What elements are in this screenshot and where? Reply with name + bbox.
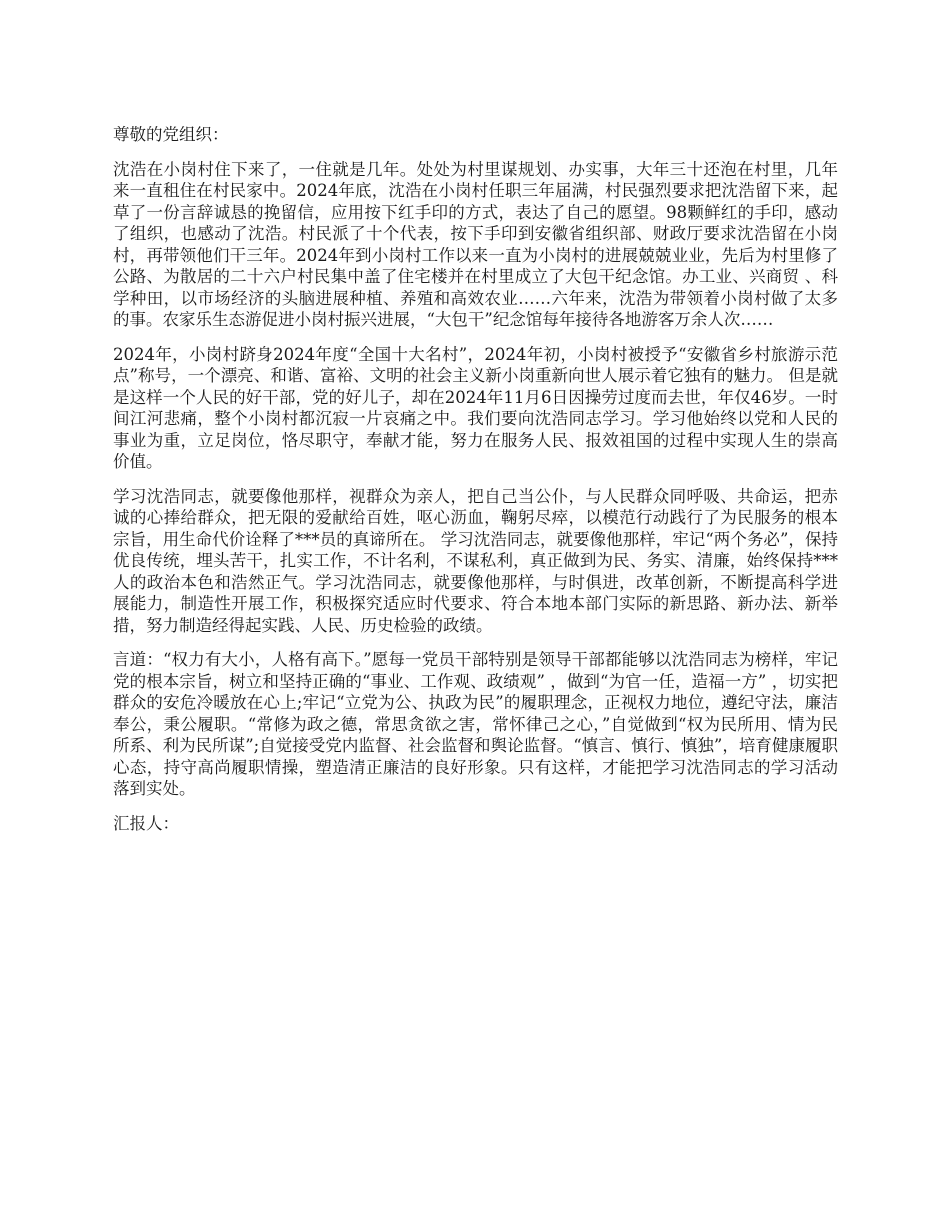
- paragraph-3: 学习沈浩同志，就要像他那样，视群众为亲人，把自己当公仆，与人民群众同呼吸、共命运，把赤诚的心捧给群众，把无限的爱献给百姓，呕心沥血，鞠躬尽瘁，以模范行动践行了为民服务的根本宗旨，用生命代价诠释了***员的真谛所在。 学习沈浩同志，就要像他那样，牢记“两个务必”，保持优良传统，埋头苦干，扎实工作，不计名利，不谋私利，真正做到为民、务实、清廉，始终保持***人的政治本色和浩然正气。学习沈浩同志，就要像他那样，与时俱进，改革创新，不断提高科学进展能力，制造性开展工作，积极探究适应时代要求、符合本地本部门实际的新思路、新办法、新举措，努力制造经得起实践、人民、历史检验的政绩。: [113, 486, 838, 635]
- signature: 汇报人：: [113, 813, 179, 833]
- paragraph-4: 言道：“权力有大小，人格有高下。”愿每一党员干部特别是领导干部都能够以沈浩同志为榜样，牢记党的根本宗旨，树立和坚持正确的“事业、工作观、政绩观” ，做到“为官一任，造福一方” ，切实把群众的安危冷暖放在心上;牢记“立党为公、执政为民”的履职理念，正视权力地位，遵纪守法，廉洁奉公，秉公履职。“常修为政之德，常思贪欲之害，常怀律己之心，”自觉做到“权为民所用、情为民所系、利为民所谋”;自觉接受党内监督、社会监督和舆论监督。“慎言、慎行、慎独”，培育健康履职心态，持守高尚履职情操，塑造清正廉洁的良好形象。只有这样，才能把学习沈浩同志的学习活动落到实处。: [113, 650, 838, 798]
- paragraph-2: 2024年，小岗村跻身2024年度“全国十大名村”，2024年初，小岗村被授予“安徽省乡村旅游示范点”称号，一个漂亮、和谐、富裕、文明的社会主义新小岗重新向世人展示着它独有的魅力。 但是就是这样一个人民的好干部，党的好儿子，却在2024年11月6日因操劳过度而去世，年仅46岁。一时间江河悲痛，整个小岗村都沉寂一片哀痛之中。我们要向沈浩同志学习。学习他始终以党和人民的事业为重，立足岗位，恪尽职守，奉献才能，努力在服务人民、报效祖国的过程中实现人生的崇高价值。: [113, 344, 838, 471]
- paragraph-1: 沈浩在小岗村住下来了，一住就是几年。处处为村里谋规划、办实事，大年三十还泡在村里，几年来一直租住在村民家中。2024年底，沈浩在小岗村任职三年届满，村民强烈要求把沈浩留下来，起草了一份言辞诚恳的挽留信，应用按下红手印的方式，表达了自己的愿望。98颗鲜红的手印，感动了组织，也感动了沈浩。村民派了十个代表，按下手印到安徽省组织部、财政厅要求沈浩留在小岗村，再带领他们干三年。2024年到小岗村工作以来一直为小岗村的进展兢兢业业，先后为村里修了公路、为散居的二十六户村民集中盖了住宅楼并在村里成立了大包干纪念馆。办工业、兴商贸 、科学种田，以市场经济的头脑进展种植、养殖和高效农业……六年来，沈浩为带领着小岗村做了太多的事。农家乐生态游促进小岗村振兴进展，“大包干”纪念馆每年接待各地游客万余人次……: [113, 159, 838, 329]
- document-page: [113, 124, 838, 834]
- salutation: 尊敬的党组织：: [113, 125, 229, 144]
